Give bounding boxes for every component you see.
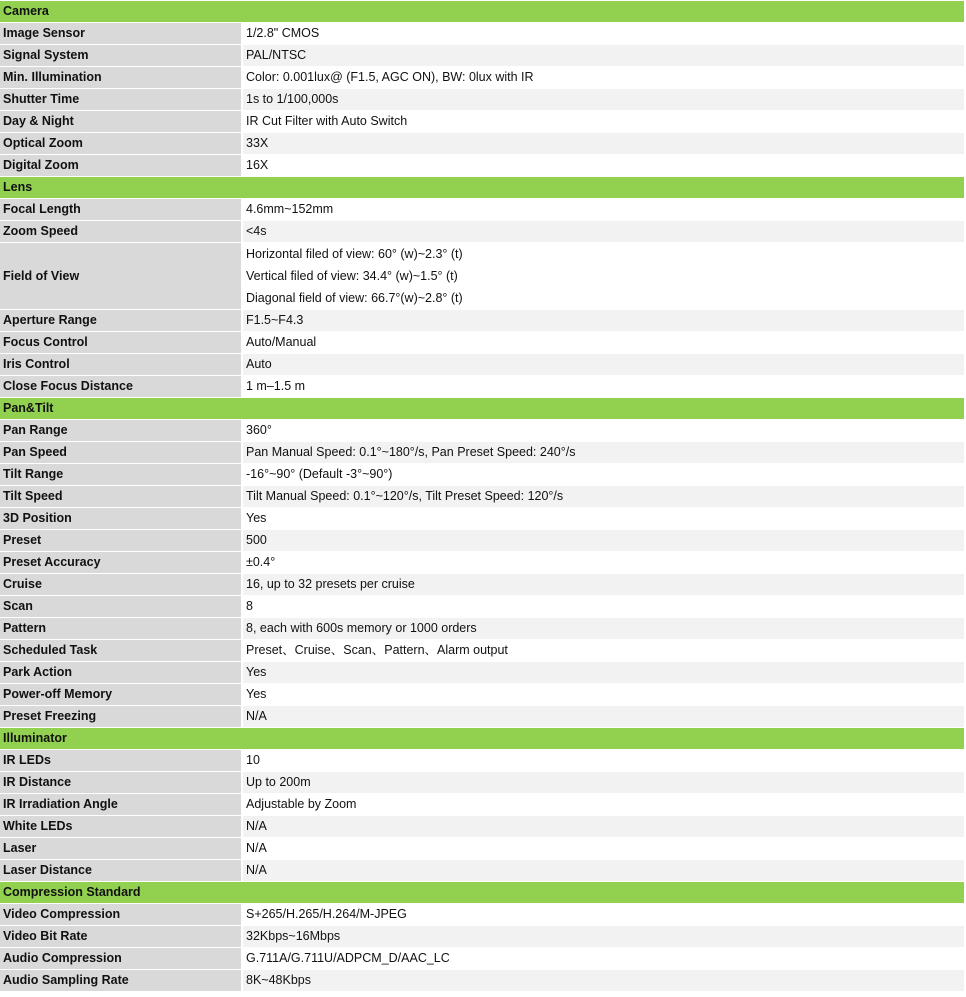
spec-row <box>0 198 964 220</box>
spec-value: Preset、Cruise、Scan、Pattern、Alarm output <box>243 639 964 661</box>
spec-label: Video Bit Rate <box>0 925 243 947</box>
spec-label: Cruise <box>0 573 243 595</box>
spec-row <box>0 925 964 947</box>
section-title: Illuminator <box>0 727 964 749</box>
spec-label: Laser Distance <box>0 859 243 881</box>
spec-label: Laser <box>0 837 243 859</box>
spec-value: N/A <box>243 837 964 859</box>
spec-row <box>0 485 964 507</box>
spec-label: Pattern <box>0 617 243 639</box>
spec-label: Preset <box>0 529 243 551</box>
spec-value: 33X <box>243 132 964 154</box>
spec-row <box>0 309 964 331</box>
spec-label: Pan Range <box>0 419 243 441</box>
spec-value: Pan Manual Speed: 0.1°~180°/s, Pan Preset Speed: 240°/s <box>243 441 964 463</box>
spec-value: Auto <box>243 353 964 375</box>
section-header <box>0 727 964 749</box>
spec-label: Preset Freezing <box>0 705 243 727</box>
spec-value: Tilt Manual Speed: 0.1°~120°/s, Tilt Preset Speed: 120°/s <box>243 485 964 507</box>
spec-row <box>0 220 964 242</box>
spec-row <box>0 551 964 573</box>
spec-row <box>0 969 964 991</box>
spec-label: Audio Sampling Rate <box>0 969 243 991</box>
spec-label: Tilt Range <box>0 463 243 485</box>
spec-row <box>0 44 964 66</box>
spec-label: Iris Control <box>0 353 243 375</box>
spec-label: Video Compression <box>0 903 243 925</box>
spec-value: Yes <box>243 507 964 529</box>
spec-value: Up to 200m <box>243 771 964 793</box>
spec-label: Tilt Speed <box>0 485 243 507</box>
spec-row <box>0 705 964 727</box>
spec-value: 1s to 1/100,000s <box>243 88 964 110</box>
spec-value-line: Diagonal field of view: 66.7°(w)~2.8° (t) <box>246 291 463 305</box>
spec-value: 16, up to 32 presets per cruise <box>243 573 964 595</box>
spec-label: Zoom Speed <box>0 220 243 242</box>
spec-row <box>0 683 964 705</box>
spec-value <box>243 242 964 309</box>
spec-label: White LEDs <box>0 815 243 837</box>
spec-value: 32Kbps~16Mbps <box>243 925 964 947</box>
spec-value: IR Cut Filter with Auto Switch <box>243 110 964 132</box>
spec-value: N/A <box>243 859 964 881</box>
spec-label: Scan <box>0 595 243 617</box>
spec-row <box>0 793 964 815</box>
spec-value: 8, each with 600s memory or 1000 orders <box>243 617 964 639</box>
spec-row <box>0 771 964 793</box>
spec-row <box>0 132 964 154</box>
spec-row <box>0 815 964 837</box>
section-title: Camera <box>0 0 964 22</box>
spec-label: IR Distance <box>0 771 243 793</box>
spec-value: F1.5~F4.3 <box>243 309 964 331</box>
spec-label: Field of View <box>0 242 243 309</box>
spec-value: 360° <box>243 419 964 441</box>
spec-value: 8 <box>243 595 964 617</box>
section-title: Lens <box>0 176 964 198</box>
spec-value: Color: 0.001lux@ (F1.5, AGC ON), BW: 0lux with IR <box>243 66 964 88</box>
section-header <box>0 0 964 22</box>
spec-value: 10 <box>243 749 964 771</box>
spec-label: Day & Night <box>0 110 243 132</box>
spec-row <box>0 661 964 683</box>
section-header <box>0 176 964 198</box>
spec-label: Power-off Memory <box>0 683 243 705</box>
spec-label: 3D Position <box>0 507 243 529</box>
spec-value-line: Horizontal filed of view: 60° (w)~2.3° (t) <box>246 247 463 261</box>
spec-label: Digital Zoom <box>0 154 243 176</box>
spec-value: N/A <box>243 705 964 727</box>
spec-value: 16X <box>243 154 964 176</box>
spec-value: 8K~48Kbps <box>243 969 964 991</box>
spec-label: Focus Control <box>0 331 243 353</box>
spec-label: Signal System <box>0 44 243 66</box>
spec-row <box>0 749 964 771</box>
spec-row <box>0 595 964 617</box>
spec-value: 1 m–1.5 m <box>243 375 964 397</box>
spec-value: Adjustable by Zoom <box>243 793 964 815</box>
spec-row <box>0 529 964 551</box>
spec-value: Yes <box>243 683 964 705</box>
spec-value: Yes <box>243 661 964 683</box>
spec-label: Optical Zoom <box>0 132 243 154</box>
spec-row <box>0 639 964 661</box>
spec-row <box>0 419 964 441</box>
spec-row <box>0 947 964 969</box>
spec-row <box>0 573 964 595</box>
spec-row <box>0 837 964 859</box>
spec-value-line: Vertical filed of view: 34.4° (w)~1.5° (t) <box>246 269 458 283</box>
spec-value: 4.6mm~152mm <box>243 198 964 220</box>
spec-row <box>0 154 964 176</box>
spec-row <box>0 88 964 110</box>
spec-value: ±0.4° <box>243 551 964 573</box>
spec-label: Focal Length <box>0 198 243 220</box>
spec-row <box>0 353 964 375</box>
spec-value: 500 <box>243 529 964 551</box>
spec-label: IR Irradiation Angle <box>0 793 243 815</box>
spec-label: Park Action <box>0 661 243 683</box>
spec-value: S+265/H.265/H.264/M-JPEG <box>243 903 964 925</box>
spec-row <box>0 617 964 639</box>
spec-value: N/A <box>243 815 964 837</box>
spec-row <box>0 859 964 881</box>
spec-label: Scheduled Task <box>0 639 243 661</box>
spec-label: Preset Accuracy <box>0 551 243 573</box>
spec-row <box>0 22 964 44</box>
spec-row <box>0 110 964 132</box>
spec-label: Shutter Time <box>0 88 243 110</box>
section-header <box>0 397 964 419</box>
spec-row <box>0 331 964 353</box>
spec-value: PAL/NTSC <box>243 44 964 66</box>
spec-value: <4s <box>243 220 964 242</box>
spec-value: Auto/Manual <box>243 331 964 353</box>
spec-row <box>0 66 964 88</box>
spec-row <box>0 903 964 925</box>
spec-row <box>0 441 964 463</box>
spec-label: Image Sensor <box>0 22 243 44</box>
section-title: Compression Standard <box>0 881 964 903</box>
spec-label: Audio Compression <box>0 947 243 969</box>
spec-row <box>0 463 964 485</box>
spec-value: -16°~90° (Default -3°~90°) <box>243 463 964 485</box>
spec-row <box>0 375 964 397</box>
section-title: Pan&Tilt <box>0 397 964 419</box>
spec-label: Pan Speed <box>0 441 243 463</box>
spec-value: 1/2.8" CMOS <box>243 22 964 44</box>
spec-value: G.711A/G.711U/ADPCM_D/AAC_LC <box>243 947 964 969</box>
spec-label: Close Focus Distance <box>0 375 243 397</box>
spec-row <box>0 242 964 309</box>
spec-label: Aperture Range <box>0 309 243 331</box>
section-header <box>0 881 964 903</box>
spec-row <box>0 507 964 529</box>
spec-label: IR LEDs <box>0 749 243 771</box>
spec-label: Min. Illumination <box>0 66 243 88</box>
